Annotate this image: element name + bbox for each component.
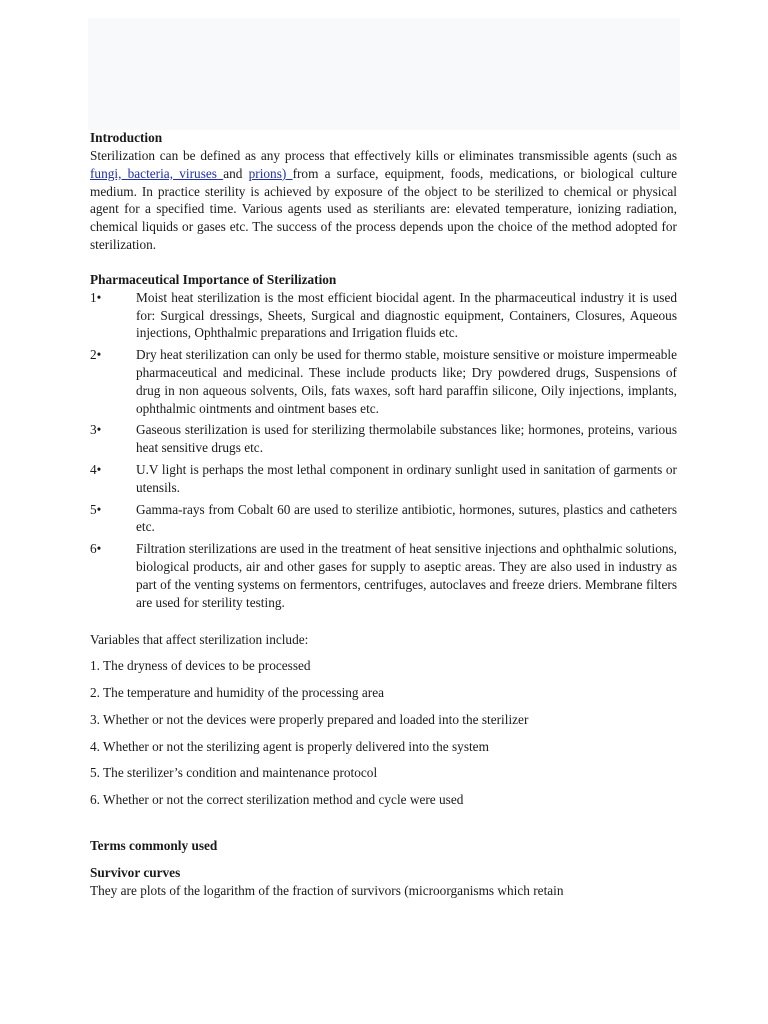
variables-intro: Variables that affect sterilization include: (90, 632, 309, 648)
variable-item: 3. Whether or not the devices were properly prepared and loaded into the sterilizer (90, 711, 529, 727)
header-blank-area (88, 18, 680, 130)
pharma-item: 3• Gaseous sterilization is used for sterilizing thermolabile substances like; hormones, proteins, various heat sensitive drugs etc. (90, 422, 677, 456)
survivor-curves-heading: Survivor curves (90, 864, 181, 880)
variable-item: 2. The temperature and humidity of the processing area (90, 684, 385, 700)
pharma-item: 2• Dry heat sterilization can only be used for thermo stable, moisture sensitive or moisture impermeable pharmaceutical and medicinal. These include products like; Dry powdered drugs, Suspensions of drug in non aqueous solvents, Oils, fats waxes, soft hard paraffin silicone, Oily injections, implants, ophthalmic ointments and ointment bases etc. (90, 347, 677, 416)
document-body (90, 128, 677, 900)
pharma-item: 4• U.V light is perhaps the most lethal component in ordinary sunlight used in sanitation of garments or utensils. (90, 461, 677, 495)
introduction-heading: Introduction (90, 130, 163, 145)
terms-heading: Terms commonly used (90, 837, 218, 853)
pharma-item: 6• Filtration sterilizations are used in the treatment of heat sensitive injections and ophthalmic solutions, biological products, air and other gases for supply to aseptic areas. They are also used in industry as part of the venting systems on fermentors, centrifuges, autoclaves and freeze driers. Membrane filters are used for sterility testing. (90, 541, 677, 610)
pharma-item: 1• Moist heat sterilization is the most efficient biocidal agent. In the pharmaceutical industry it is used for: Surgical dressings, Sheets, Surgical and diagnostic equipment, Containers, Closures, Aqueous injections, Ophthalmic preparations and Irrigation fluids etc. (90, 289, 677, 341)
pharma-item: 5• Gamma-rays from Cobalt 60 are used to sterilize antibiotic, hormones, sutures, plastics and catheters etc. (90, 501, 677, 535)
variable-item: 6. Whether or not the correct sterilization method and cycle were used (90, 792, 464, 808)
survivor-curves-text: They are plots of the logarithm of the fraction of survivors (microorganisms which retain (90, 882, 564, 898)
link-prions[interactable]: prions) (248, 165, 293, 181)
link-fungi-bacteria-viruses[interactable]: fungi, bacteria, viruses (90, 165, 224, 181)
variable-item: 4. Whether or not the sterilizing agent is properly delivered into the system (90, 738, 489, 754)
variable-item: 1. The dryness of devices to be processed (90, 658, 311, 674)
variable-item: 5. The sterilizer’s condition and maintenance protocol (90, 765, 378, 781)
introduction-paragraph: Sterilization can be defined as any process that effectively kills or eliminates transmissible agents (such as fungi, bacteria, viruses and prions) from a surface, equipment, foods, medications, or biological culture medium. In practice sterility is achieved by exposure of the object to be sterilized to chemical or physical agent for a specified time. Various agents used as steriliants are: elevated temperature, ionizing radiation, chemical liquids or gases etc. The success of the process depends upon the choice of the method adopted for sterilization. (90, 148, 678, 252)
pharma-heading: Pharmaceutical Importance of Sterilization (90, 271, 337, 287)
